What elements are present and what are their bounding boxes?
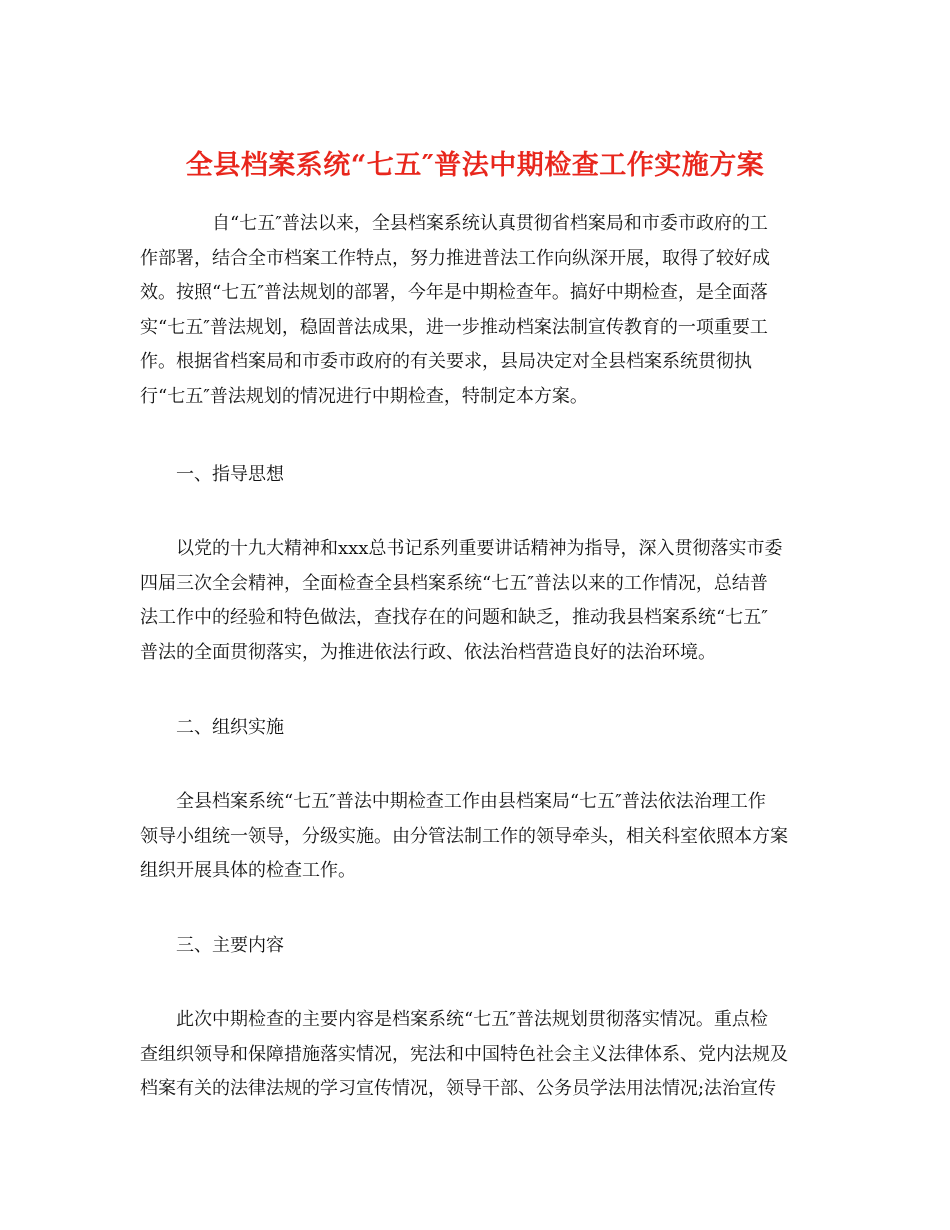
paragraph-line: 作。根据省档案局和市委市政府的有关要求，县局决定对全县档案系统贯彻执 — [140, 351, 752, 372]
paragraph-line: 档案有关的法律法规的学习宣传情况，领导干部、公务员学法用法情况;法治宣传 — [140, 1078, 777, 1099]
section-heading-organization: 二、组织实施 — [176, 717, 284, 738]
paragraph-line: 领导小组统一领导，分级实施。由分管法制工作的领导牵头，相关科室依照本方案 — [140, 825, 788, 847]
section-heading-main-content: 三、主要内容 — [176, 935, 284, 956]
paragraph-line: 全县档案系统“七五″普法中期检查工作由县档案局“七五″普法依法治理工作 — [176, 791, 766, 812]
section-paragraph-main-content — [140, 1003, 820, 1107]
paragraph-line: 自“七五″普法以来，全县档案系统认真贯彻省档案局和市委市政府的工 — [212, 213, 768, 234]
intro-paragraph — [140, 207, 820, 414]
paragraph-line: 以党的十九大精神和xxx总书记系列重要讲话精神为指导，深入贯彻落实市委 — [176, 538, 783, 559]
paragraph-line: 普法的全面贯彻落实，为推进依法行政、依法治档营造良好的法治环境。 — [140, 641, 716, 663]
paragraph-line: 四届三次全会精神，全面检查全县档案系统“七五″普法以来的工作情况，总结普 — [140, 572, 768, 594]
paragraph-line: 行“七五″普法规划的情况进行中期检查，特制定本方案。 — [140, 385, 588, 407]
section-heading-guiding-thought: 一、指导思想 — [176, 464, 284, 485]
document-title: 全县档案系统“七五″普法中期检查工作实施方案 — [185, 150, 765, 182]
section-paragraph-guiding-thought — [140, 532, 820, 670]
paragraph-line: 查组织领导和保障措施落实情况，宪法和中国特色社会主义法律体系、党内法规及 — [140, 1043, 788, 1065]
paragraph-line: 法工作中的经验和特色做法，查找存在的问题和缺乏，推动我县档案系统“七五″ — [140, 607, 768, 628]
paragraph-line: 效。按照“七五″普法规划的部署，今年是中期检查年。搞好中期检查，是全面落 — [140, 282, 768, 303]
section-paragraph-organization — [140, 785, 820, 889]
paragraph-line: 此次中期检查的主要内容是档案系统“七五″普法规划贯彻落实情况。重点检 — [176, 1009, 768, 1030]
paragraph-line: 作部署，结合全市档案工作特点，努力推进普法工作向纵深开展，取得了较好成 — [140, 247, 770, 269]
paragraph-line: 组织开展具体的检查工作。 — [140, 860, 356, 881]
paragraph-line: 实“七五″普法规划，稳固普法成果，进一步推动档案法制宣传教育的一项重要工 — [140, 316, 768, 338]
